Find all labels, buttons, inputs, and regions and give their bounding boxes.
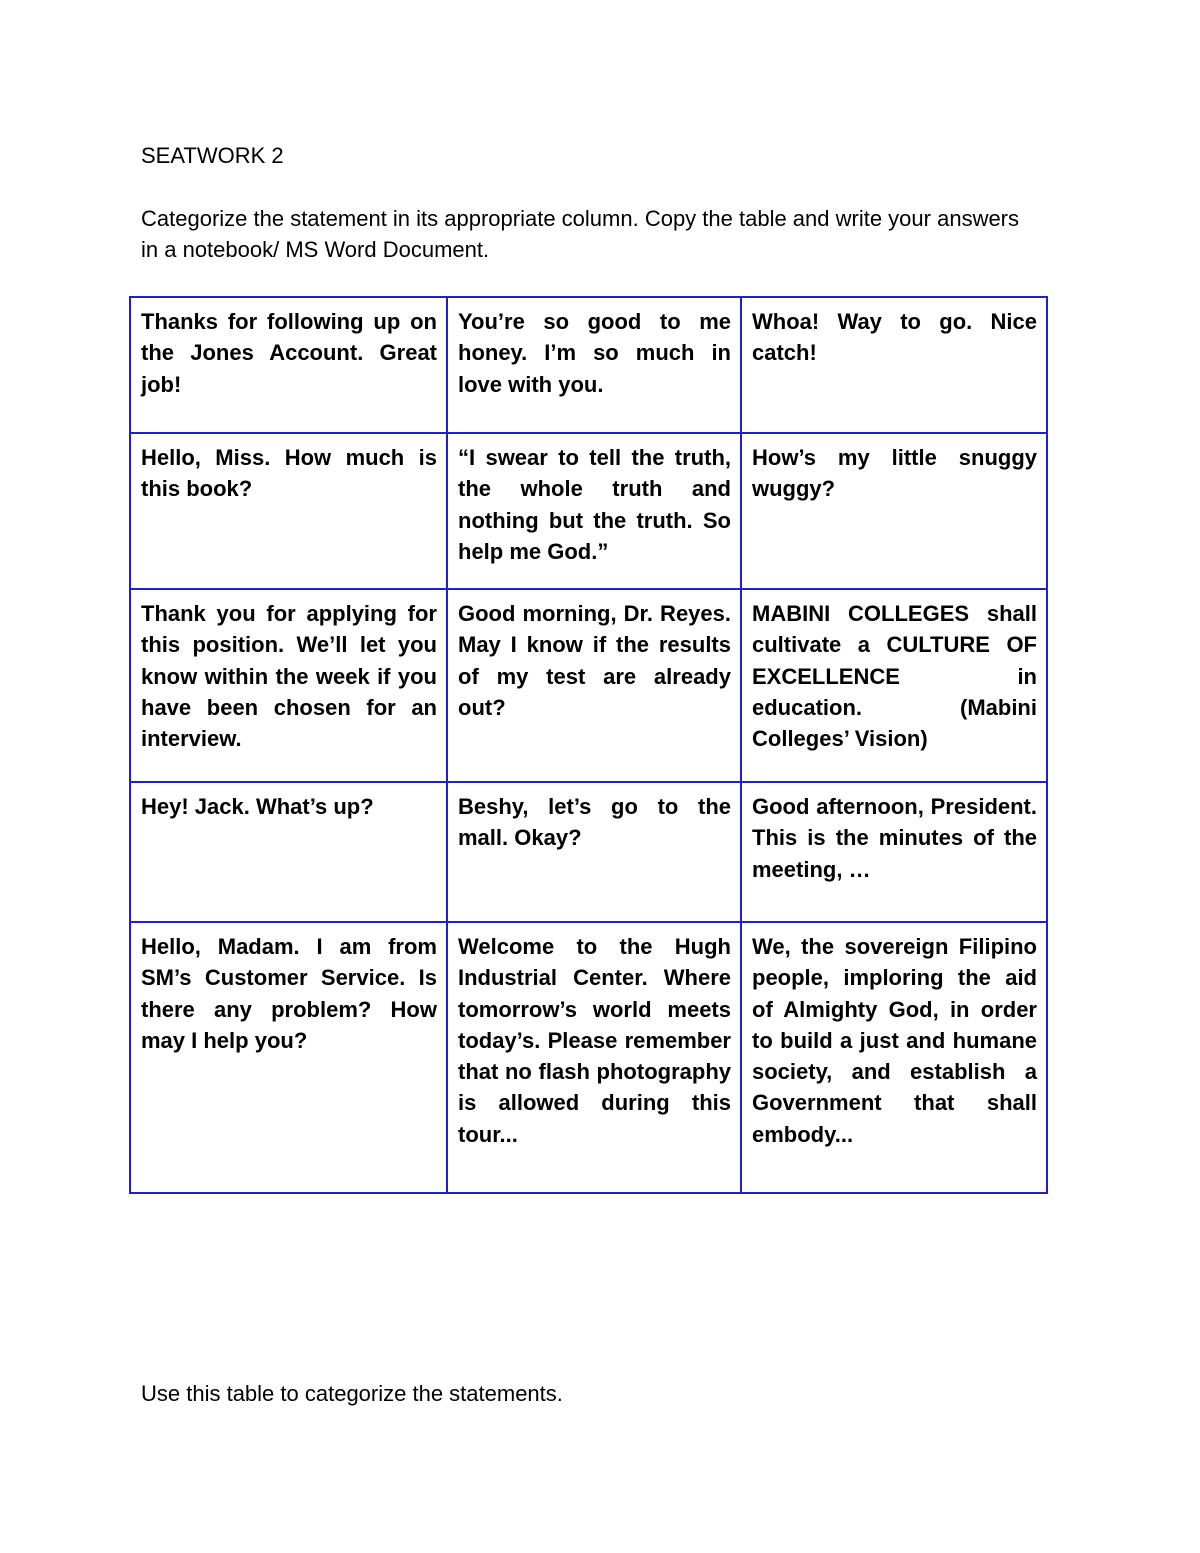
footer-note: Use this table to categorize the statements. [141, 1381, 563, 1406]
table-cell: Good afternoon, President. This is the minutes of the meeting, … [742, 783, 1046, 923]
table-cell: Welcome to the Hugh Industrial Center. Where tomorrow’s world meets today’s. Please remember that no flash photography is allowed during this tour... [448, 923, 742, 1192]
page-title: SEATWORK 2 [141, 143, 284, 168]
table-cell: You’re so good to me honey. I’m so much in love with you. [448, 298, 742, 434]
table-cell: We, the sovereign Filipino people, imploring the aid of Almighty God, in order to build a just and humane society, and establish a Government that shall embody... [752, 934, 1037, 1147]
table-cell: Thanks for following up on the Jones Account. Great job! [131, 298, 448, 434]
table-cell: “I swear to tell the truth, the whole truth and nothing but the truth. So help me God.” [448, 434, 742, 590]
table-cell: How’s my little snuggy wuggy? [742, 434, 1046, 590]
statements-table [129, 296, 1048, 1194]
table-cell: Hello, Miss. How much is this book? [131, 434, 448, 590]
table-cell: Beshy, let’s go to the mall. Okay? [448, 783, 742, 923]
table-cell: Good morning, Dr. Reyes. May I know if the results of my test are already out? [448, 590, 742, 783]
instructions-text: Categorize the statement in its appropriate column. Copy the table and write your answers in a notebook/ MS Word Document. [141, 206, 1020, 262]
table-cell: Hey! Jack. What’s up? [131, 783, 448, 923]
table-cell: MABINI COLLEGES shall cultivate a CULTURE OF EXCELLENCE in education. (Mabini Colleges’ Vision) [742, 590, 1046, 783]
table-cell: Whoa! Way to go. Nice catch! [742, 298, 1046, 434]
table-cell: Thank you for applying for this position. We’ll let you know within the week if you have been chosen for an interview. [131, 590, 448, 783]
table-cell: Hello, Madam. I am from SM’s Customer Service. Is there any problem? How may I help you? [131, 923, 448, 1192]
